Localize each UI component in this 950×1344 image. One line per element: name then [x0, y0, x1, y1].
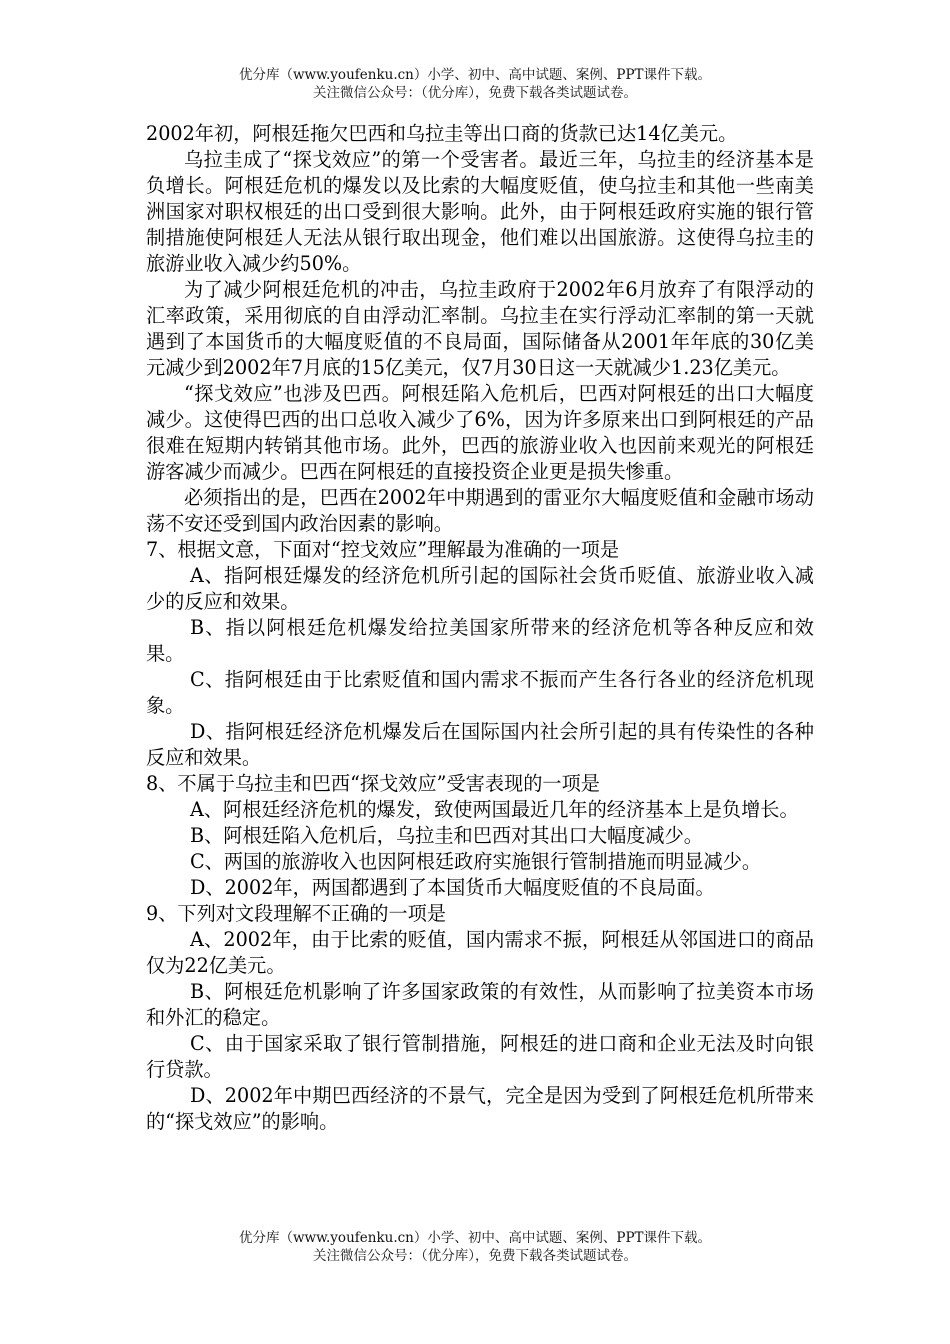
passage-paragraph: “探戈效应”也涉及巴西。阿根廷陷入危机后，巴西对阿根廷的出口大幅度减少。这使得巴西的出口总收入减少了6%，因为许多原来出口到阿根廷的产品很难在短期内转销其他市场。此外，巴西的旅游业收入也因前来观光的阿根廷游客减少而减少。巴西在阿根廷的直接投资企业更是损失惨重。 [146, 382, 814, 483]
passage-paragraph: 为了减少阿根廷危机的冲击，乌拉圭政府于2002年6月放弃了有限浮动的汇率政策，采用彻底的自由浮动汇率制。乌拉圭在实行浮动汇率制的第一天就遇到了本国货币的大幅度贬值的不良局面，国际储备从2001年年底的30亿美元减少到2002年7月底的15亿美元，仅7月30日这一天就减少1.23亿美元。 [146, 278, 814, 379]
question-7-option-a: A、指阿根廷爆发的经济危机所引起的国际社会货币贬值、旅游业收入减少的反应和效果。 [146, 564, 814, 613]
question-7-stem: 7、根据文意，下面对“控戈效应”理解最为准确的一项是 [146, 538, 620, 561]
page-header [0, 66, 950, 102]
footer-line-2: 关注微信公众号：（优分库），免费下载各类试题试卷。 [313, 1248, 637, 1264]
question-8-option-c: C、两国的旅游收入也因阿根廷政府实施银行管制措施而明显减少。 [190, 850, 762, 873]
footer-line-1: 优分库（www.youfenku.cn）小学、初中、高中试题、案例、PPT课件下载。 [238, 1230, 712, 1246]
passage-paragraph: 2002年初，阿根廷拖欠巴西和乌拉圭等出口商的货款已达14亿美元。 [146, 122, 738, 145]
question-7-option-b: B、指以阿根廷危机爆发给拉美国家所带来的经济危机等各种反应和效果。 [146, 616, 814, 665]
question-9-option-d: D、2002年中期巴西经济的不景气，完全是因为受到了阿根廷危机所带来的“探戈效应”的影响。 [146, 1084, 814, 1133]
passage-paragraph: 乌拉圭成了“探戈效应”的第一个受害者。最近三年，乌拉圭的经济基本是负增长。阿根廷危机的爆发以及比索的大幅度贬值，使乌拉圭和其他一些南美洲国家对职权根廷的出口受到很大影响。此外，由于阿根廷政府实施的银行管制措施使阿根廷人无法从银行取出现金，他们难以出国旅游。这使得乌拉圭的旅游业收入减少约50%。 [146, 148, 814, 275]
passage-paragraph: 必须指出的是，巴西在2002年中期遇到的雷亚尔大幅度贬值和金融市场动荡不安还受到国内政治因素的影响。 [146, 486, 814, 535]
question-9-stem: 9、下列对文段理解不正确的一项是 [146, 902, 447, 925]
question-7-option-c: C、指阿根廷由于比索贬值和国内需求不振而产生各行各业的经济危机现象。 [146, 668, 814, 717]
question-8-option-a: A、阿根廷经济危机的爆发，致使两国最近几年的经济基本上是负增长。 [190, 798, 799, 821]
header-line-1: 优分库（www.youfenku.cn）小学、初中、高中试题、案例、PPT课件下载。 [238, 67, 712, 83]
page-footer [0, 1229, 950, 1265]
question-9-option-b: B、阿根廷危机影响了许多国家政策的有效性，从而影响了拉美资本市场和外汇的稳定。 [146, 980, 814, 1029]
header-line-2: 关注微信公众号：（优分库），免费下载各类试题试卷。 [313, 85, 637, 101]
question-9-option-a: A、2002年，由于比索的贬值，国内需求不振，阿根廷从邻国进口的商品仅为22亿美元。 [146, 928, 814, 977]
document-body [146, 121, 814, 1135]
question-9-option-c: C、由于国家采取了银行管制措施，阿根廷的进口商和企业无法及时向银行贷款。 [146, 1032, 814, 1081]
question-7-option-d: D、指阿根廷经济危机爆发后在国际国内社会所引起的具有传染性的各种反应和效果。 [146, 720, 814, 769]
question-8-option-b: B、阿根廷陷入危机后，乌拉圭和巴西对其出口大幅度减少。 [190, 824, 703, 847]
question-8-stem: 8、不属于乌拉圭和巴西“探戈效应”受害表现的一项是 [146, 772, 600, 795]
question-8-option-d: D、2002年，两国都遇到了本国货币大幅度贬值的不良局面。 [190, 876, 715, 899]
